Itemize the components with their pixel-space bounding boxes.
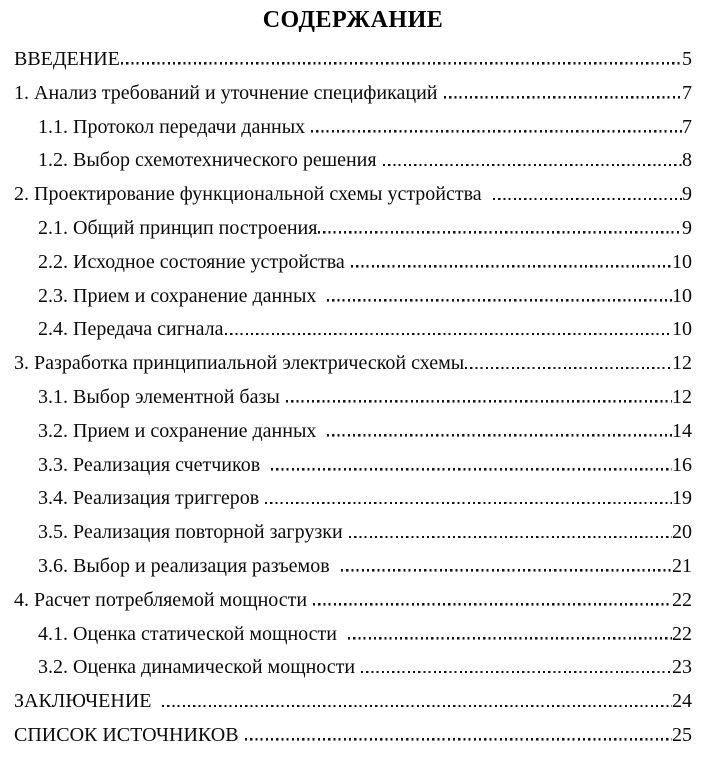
toc-entry[interactable] xyxy=(14,352,692,386)
dot-leader xyxy=(361,671,672,674)
toc-entry[interactable] xyxy=(14,656,692,690)
toc-entry-label: 2. Проектирование функциональной схемы устройства xyxy=(14,183,492,206)
dot-leader xyxy=(265,502,672,505)
page-title: СОДЕРЖАНИЕ xyxy=(262,7,444,33)
toc-entry[interactable] xyxy=(14,487,692,521)
dot-leader xyxy=(493,198,682,201)
toc-entry-page-number: 22 xyxy=(672,588,692,611)
toc-entry[interactable] xyxy=(14,623,692,657)
dot-leader xyxy=(351,265,672,268)
toc-entry-label: 1.2. Выбор схемотехнического решения xyxy=(38,149,382,172)
toc-entry-page-number: 25 xyxy=(672,723,692,746)
toc-entry-label: 4.1. Оценка статической мощности xyxy=(38,622,347,645)
dot-leader xyxy=(313,603,672,606)
toc-entry[interactable] xyxy=(14,521,692,555)
toc-entry[interactable] xyxy=(14,386,692,420)
toc-entry-page-number: 20 xyxy=(672,521,692,544)
toc-entry-label: 1. Анализ требований и уточнение спецификаций xyxy=(14,81,443,104)
toc-entry-page-number: 5 xyxy=(682,48,692,70)
toc-entry[interactable] xyxy=(14,318,692,352)
toc-entry-label: 3.5. Реализация повторной загрузки xyxy=(38,521,348,544)
toc-entry-label: 3.3. Реализация счетчиков xyxy=(38,453,271,476)
toc-entry-page-number: 19 xyxy=(672,487,692,510)
dot-leader xyxy=(121,62,682,65)
toc-entry-label: 3.2. Оценка динамической мощности xyxy=(38,656,361,679)
dot-leader xyxy=(348,637,672,640)
toc-entry-page-number: 12 xyxy=(672,385,692,408)
toc-entry[interactable] xyxy=(14,690,692,724)
toc-entry[interactable] xyxy=(14,251,692,285)
toc-entry-page-number: 10 xyxy=(672,318,692,341)
toc-entry-label: 2.2. Исходное состояние устройства xyxy=(38,250,350,273)
toc-entry[interactable] xyxy=(14,589,692,623)
toc-entry-page-number: 12 xyxy=(672,352,692,375)
dot-leader xyxy=(271,468,672,471)
toc-entry[interactable] xyxy=(14,116,692,150)
dot-leader xyxy=(327,299,672,302)
toc-entry-label: 3.2. Прием и сохранение данных xyxy=(38,419,327,442)
dot-leader xyxy=(162,705,672,708)
toc-entry-label: 3. Разработка принципиальной электрической схемы xyxy=(14,352,465,375)
toc-entry[interactable] xyxy=(14,454,692,488)
toc-entry[interactable] xyxy=(14,285,692,319)
toc-entry-page-number: 7 xyxy=(682,81,692,104)
toc-entry-page-number: 14 xyxy=(672,419,692,442)
toc-entry[interactable] xyxy=(14,183,692,217)
dot-leader xyxy=(318,231,682,234)
toc-entry-page-number: 7 xyxy=(682,115,692,138)
toc-entry-page-number: 21 xyxy=(672,554,692,577)
toc-entry[interactable] xyxy=(14,555,692,589)
toc-entry-label: 1.1. Протокол передачи данных xyxy=(38,115,311,138)
dot-leader xyxy=(465,367,672,370)
dot-leader xyxy=(327,434,672,437)
dot-leader xyxy=(349,536,672,539)
toc-entry-label: 2.3. Прием и сохранение данных xyxy=(38,284,327,307)
toc-entry-label: 2.4. Передача сигнала xyxy=(38,318,224,341)
dot-leader xyxy=(311,130,682,133)
toc-entry-page-number: 9 xyxy=(682,216,692,239)
toc-entry[interactable] xyxy=(14,149,692,183)
toc-entry[interactable] xyxy=(14,420,692,454)
dot-leader xyxy=(444,96,683,99)
toc-entry-page-number: 22 xyxy=(672,622,692,645)
toc-entry-label: 3.6. Выбор и реализация разъемов xyxy=(38,554,340,577)
toc-entry-label: ВВЕДЕНИЕ xyxy=(14,48,120,70)
dot-leader xyxy=(225,333,672,336)
toc-entry-page-number: 8 xyxy=(682,149,692,172)
toc-entry-label: СПИСОК ИСТОЧНИКОВ xyxy=(14,723,244,746)
toc-entry[interactable] xyxy=(14,48,692,82)
toc-entry-label: 3.4. Реализация триггеров xyxy=(38,487,265,510)
toc-entry-page-number: 16 xyxy=(672,453,692,476)
toc-entry-page-number: 23 xyxy=(672,656,692,679)
toc-entry[interactable] xyxy=(14,82,692,116)
dot-leader xyxy=(286,400,672,403)
toc-entry[interactable] xyxy=(14,217,692,251)
dot-leader xyxy=(341,569,672,572)
toc-entry-label: 3.1. Выбор элементной базы xyxy=(38,385,285,408)
toc-entry-page-number: 10 xyxy=(672,250,692,273)
toc-entry-label: 2.1. Общий принцип построения xyxy=(38,216,318,239)
dot-leader xyxy=(383,164,682,167)
toc-entry[interactable] xyxy=(14,724,692,758)
toc-list xyxy=(14,48,692,758)
dot-leader xyxy=(245,738,672,741)
toc-entry-label: 4. Расчет потребляемой мощности xyxy=(14,588,313,611)
toc-entry-page-number: 24 xyxy=(672,690,692,713)
toc-entry-label: ЗАКЛЮЧЕНИЕ xyxy=(14,690,162,713)
toc-entry-page-number: 9 xyxy=(682,183,692,206)
toc-entry-page-number: 10 xyxy=(672,284,692,307)
